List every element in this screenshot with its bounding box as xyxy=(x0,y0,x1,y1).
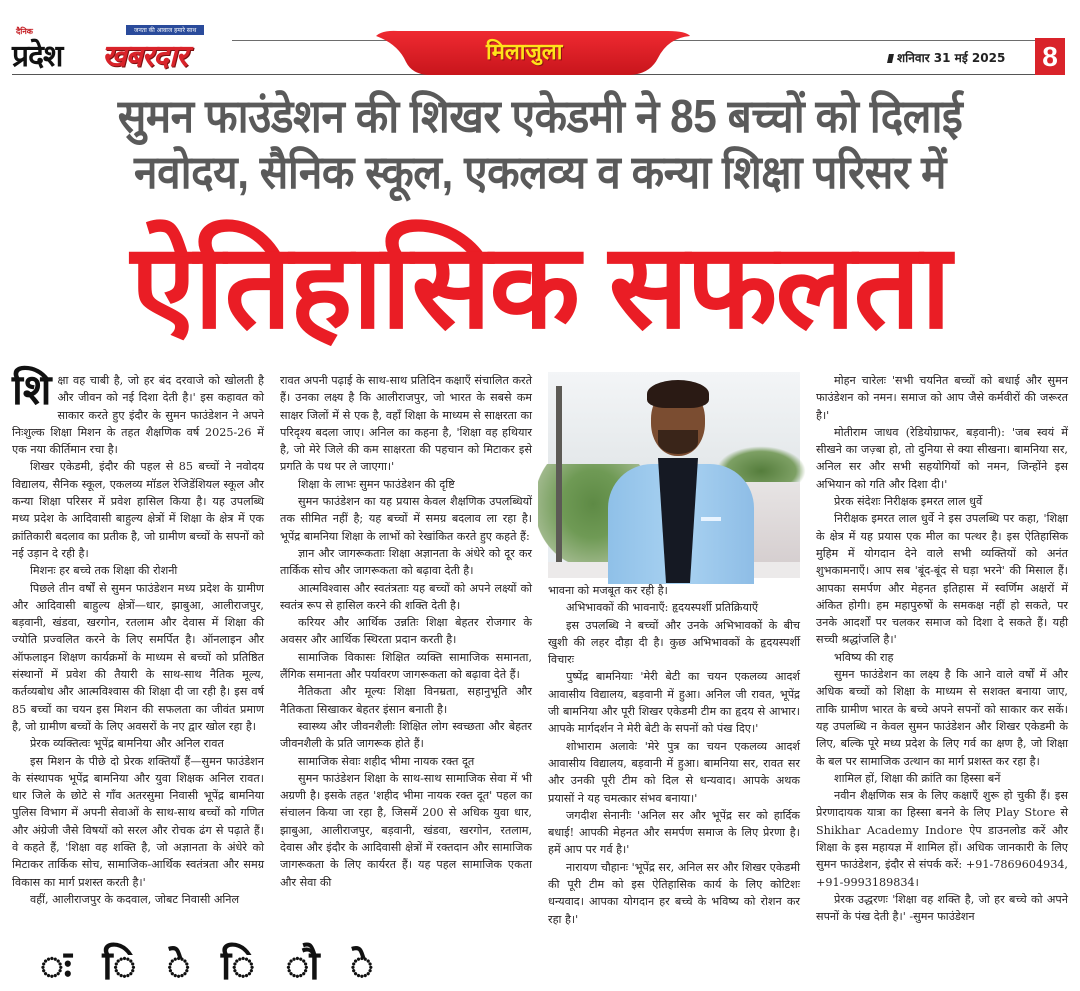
paragraph: मोहन चारेलः 'सभी चयनित बच्चों को बधाई और सुमन फाउंडेशन को नमन। समाज को आप जैसे कर्मवीरों की जरूरत है।' xyxy=(816,374,1068,422)
paragraph: शिखर एकेडमी, इंदौर की पहल से 85 बच्चों ने नवोदय विद्यालय, सैनिक स्कूल, एकलव्य मॉडल रेजिडेंशियल स्कूल और कन्या शिक्षा परिसर में प्रवेश हासिल किया है। यह उपलब्धि मध्य प्रदेश के आदिवासी बाहुल्य क्षेत्रों में शिक्षा के क्षेत्र में एक क्रांतिकारी बदलाव का प्रतीक है, जो ग्रामीण बच्चों के सपनों को नई उड़ान दे रही है। xyxy=(12,460,264,560)
paragraph: सुमन फाउंडेशन का लक्ष्य है कि आने वाले वर्षों में और अधिक बच्चों को शिक्षा के माध्यम से सशक्त बनाया जाए, ताकि ग्रामीण भारत के बच्चे अपने सपनों को साकार कर सकें। यह उपलब्धि न केवल सुमन फाउंडेशन और शिखर एकेडमी के लिए, बल्कि पूरे मध्य प्रदेश के लिए गर्व का क्षण है, जो शिक्षा के बल पर सामाजिक उत्थान का मार्ग प्रशस्त कर रहा है। xyxy=(816,668,1068,768)
paragraph: वहीं, आलीराजपुर के कदवाल, जोबट निवासी अनिल xyxy=(30,892,240,906)
article-column-2 xyxy=(280,372,532,928)
photo-pole xyxy=(556,386,562,566)
subheading: प्रेरक व्यक्तित्वः भूपेंद्र बामनिया और अनिल रावत xyxy=(30,737,224,751)
paragraph: इस मिशन के पीछे दो प्रेरक शक्तियाँ हैं—सुमन फाउंडेशन के संस्थापक भूपेंद्र बामनिया और युवा शिक्षक अनिल रावत। धार जिले के छोटे से गाँव अतरसुमा निवासी भूपेंद्र बामनिया पुलिस विभाग में अपनी सेवाओं के साथ-साथ बच्चों को गणित और अंग्रेजी जैसे विषयों को सरल और रोचक ढंग से पढ़ाते हैं। वे कहते हैं, 'शिक्षा वह शक्ति है, जो अज्ञानता के अंधेरे को मिटाकर तार्किक सोच, सामाजिक-आर्थिक स्वतंत्रता और समग्र विकास का मार्ग प्रशस्त करती है।' xyxy=(12,754,264,889)
paragraph: निरीक्षक इमरत लाल धुर्वे ने इस उपलब्धि पर कहा, 'शिक्षा के क्षेत्र में यह प्रयास एक मील का पत्थर है। इस ऐतिहासिक मुहिम में योगदान देने वाले सभी व्यक्तियों को अनंत शुभकामनाएँ। आप सब 'बूंद-बूंद से घड़ा भरने' की मिसाल हैं। आपका समर्पण और मेहनत इतिहास में स्वर्णिम अक्षरों में अंकित होगी। हम महापुरुषों के समकक्ष नहीं हो सकते, पर उनके आदर्शों पर चलकर समाज को दिशा दे सकते हैं। यही सच्ची श्रद्धांजलि है।' xyxy=(816,512,1068,647)
issue-date-text: शनिवार 31 मई 2025 xyxy=(897,51,1006,65)
paragraph: रावत अपनी पढ़ाई के साथ-साथ प्रतिदिन कक्षाएँ संचालित करते हैं। उनका लक्ष्य है कि आलीराजपुर, जो भारत के सबसे कम साक्षर जिलों में से एक है, वहाँ शिक्षा के माध्यम से साक्षरता का परिदृश्य बदला जाए। अनिल का कहना है, 'शिक्षा वह हथियार है, जो मेरे जिले की कम साक्षरता की पहचान को मिटाकर इसे प्रगति के पथ पर ले जाएगा।' xyxy=(280,374,532,474)
logo-word-khabardar: खबरदार xyxy=(102,39,187,74)
article-column-1 xyxy=(12,365,264,928)
paragraph xyxy=(12,365,264,458)
paragraph: सुमन फाउंडेशन शिक्षा के साथ-साथ सामाजिक सेवा में भी अग्रणी है। इसके तहत 'शहीद भीमा नायक रक्त दूत' पहल का संचालन किया जा रहा है, जिसमें 200 से अधिक युवा धार, झाबुआ, आलीराजपुर, बड़वानी, खंडवा, खरगोन, रतलाम, देवास और इंदौर के आदिवासी क्षेत्रों में रक्तदान और सामाजिक जागरूकता के लिए कार्यरत हैं। यह पहल सामाजिक एकता और सेवा की xyxy=(280,771,532,889)
headline-deck-line-1: सुमन फाउंडेशन की शिखर एकेडमी ने 85 बच्चों को दिलाई xyxy=(117,90,963,142)
drop-cap: शि xyxy=(12,365,52,414)
cutoff-headline-text: ः ि े ि ौ े xyxy=(40,944,394,988)
paragraph: जगदीश सेनानीः 'अनिल सर और भूपेंद्र सर को हार्दिक बधाई! आपकी मेहनत और समर्पण समाज के लिए प्रेरणा है। हमें आप पर गर्व है।' xyxy=(548,808,800,857)
paragraph: ज्ञान और जागरूकताः शिक्षा अज्ञानता के अंधेरे को दूर कर तार्किक सोच और जागरूकता को बढ़ावा देती है। xyxy=(280,546,532,578)
issue-date xyxy=(888,49,1005,66)
paragraph: सुमन फाउंडेशन का यह प्रयास केवल शैक्षणिक उपलब्धियों तक सीमित नहीं है; यह बच्चों में समग्र बदलाव ला रहा है। भूपेंद्र बामनिया शिक्षा के लाभों को रेखांकित करते हुए कहते हैं: xyxy=(280,495,532,543)
section-label: मिलाजुला xyxy=(486,40,563,65)
paragraph: आत्मविश्वास और स्वतंत्रताः यह बच्चों को अपने लक्ष्यों को स्वतंत्र रूप से हासिल करने की शक्ति देती है। xyxy=(280,581,532,612)
subheading: शिक्षा के लाभः सुमन फाउंडेशन की दृष्टि xyxy=(298,477,455,491)
pocket-square xyxy=(701,517,721,521)
subheading: शामिल हों, शिक्षा की क्रांति का हिस्सा बनें xyxy=(834,771,1001,785)
person-beard xyxy=(658,430,698,454)
paragraph: भावना को मजबूत कर रही है। xyxy=(548,584,668,597)
paragraph: नवीन शैक्षणिक सत्र के लिए कक्षाएँ शुरू हो चुकी हैं। इस प्रेरणादायक यात्रा का हिस्सा बनने के लिए Play Store से Shikhar Academy Indore ऐप डाउनलोड करें और शिक्षा के इस महायज्ञ में शामिल हों। अधिक जानकारी के लिए सुमन फाउंडेशन, इंदौर से संपर्क करें: +91-7869604934, +91-9993189834। xyxy=(816,789,1068,889)
subheading: मिशनः हर बच्चे तक शिक्षा की रोशनी xyxy=(30,564,178,578)
next-headline-cutoff xyxy=(0,928,1080,988)
hero-headline: ऐतिहासिक सफलता xyxy=(130,221,950,353)
paragraph: सामाजिक विकासः शिक्षित व्यक्ति सामाजिक समानता, लैंगिक समानता और पर्यावरण जागरूकता को बढ़ावा देते हैं। xyxy=(280,650,532,682)
page-number: 8 xyxy=(1035,38,1065,75)
date-bullet-icon xyxy=(887,54,894,63)
paragraph: इस उपलब्धि ने बच्चों और उनके अभिभावकों के बीच खुशी की लहर दौड़ा दी है। कुछ अभिभावकों के हृदयस्पर्शी विचारः xyxy=(548,618,800,667)
logo-word-pradesh: प्रदेश xyxy=(12,39,63,74)
paragraph: नारायण चौहानः 'भूपेंद्र सर, अनिल सर और शिखर एकेडमी की पूरी टीम को इस ऐतिहासिक कार्य के लिए कोटिशः धन्यवाद। आपका योगदान हर बच्चे के भविष्य को रोशन कर रहा है।' xyxy=(548,860,800,926)
article-body xyxy=(12,365,1068,928)
headline-deck xyxy=(0,88,1080,200)
paragraph: पुष्पेंद्र बामनियाः 'मेरी बेटी का चयन एकलव्य आदर्श आवासीय विद्यालय, बड़वानी में हुआ। अनिल जी रावत, भूपेंद्र जी बामनिया और पूरी शिखर एकेडमी टीम का हृदय से आभार। आपके मार्गदर्शन ने मेरी बेटी के सपनों को पंख दिए।' xyxy=(548,670,800,736)
paragraph-text: क्षा वह चाबी है, जो हर बंद दरवाजे को खोलती है और जीवन को नई दिशा देती है।' इस कहावत को साकार करते हुए इंदौर के सुमन फाउंडेशन ने अपने निःशुल्क शिक्षा मिशन के तहत शैक्षणिक वर्ष 2025-26 में एक नया कीर्तिमान रचा है। xyxy=(12,374,264,457)
headline-deck-line-2: नवोदय, सैनिक स्कूल, एकलव्य व कन्या शिक्षा परिसर में xyxy=(134,146,946,198)
paragraph: पिछले तीन वर्षों से सुमन फाउंडेशन मध्य प्रदेश के ग्रामीण और आदिवासी बाहुल्य क्षेत्रों—धार, झाबुआ, आलीराजपुर, बड़वानी, खंडवा, खरगोन, रतलाम और देवास में शिक्षा की ज्योति प्रज्वलित करने के लिए समर्पित है। ऑनलाइन और ऑफलाइन शिक्षण कार्यक्रमों के माध्यम से बच्चों को प्रतिष्ठित संस्थानों में प्रवेश की तैयारी के साथ-साथ नैतिक मूल्य, कर्तव्यबोध और आत्मविश्वास की शिक्षा दी जा रही है। इस वर्ष 85 बच्चों का चयन इस मिशन की सफलता का जीवंत प्रमाण है, जो ग्रामीण बच्चों के लिए अवसरों के नए द्वार खोल रहा है। xyxy=(12,581,264,733)
paragraph: शोभाराम अलावेः 'मेरे पुत्र का चयन एकलव्य आदर्श आवासीय विद्यालय, बड़वानी में हुआ। बामनिया सर, रावत सर और उनकी पूरी टीम को दिल से धन्यवाद। आपके अथक प्रयासों ने यह चमत्कार संभव बनाया।' xyxy=(548,739,800,805)
subheading: सामाजिक सेवाः शहीद भीमा नायक रक्त दूत xyxy=(298,754,475,768)
subheading: प्रेरक संदेशः निरीक्षक इमरत लाल धुर्वे xyxy=(834,495,983,509)
paragraph: स्वास्थ्य और जीवनशैलीः शिक्षित लोग स्वच्छता और बेहतर जीवनशैली के प्रति जागरूक होते हैं। xyxy=(280,719,532,751)
paragraph: प्रेरक उद्धरणः 'शिक्षा वह शक्ति है, जो हर बच्चे को अपने सपनों के पंख देती है।' -सुमन फाउंडेशन xyxy=(816,892,1068,924)
person-hair xyxy=(647,380,709,408)
logo-tagline: जनता की आवाज हमारे साथ xyxy=(126,25,204,35)
article-column-3 xyxy=(548,372,800,928)
paragraph: करियर और आर्थिक उन्नतिः शिक्षा बेहतर रोजगार के अवसर और आर्थिक स्थिरता प्रदान करती है। xyxy=(280,616,532,647)
portrait-photo xyxy=(548,372,800,578)
subheading: अभिभावकों की भावनाएँ: हृदयस्पर्शी प्रतिक्रियाएँ xyxy=(566,601,759,615)
article-column-4 xyxy=(816,372,1068,928)
paragraph: मोतीराम जाधव (रेडियोग्राफर, बड़वानी): 'जब स्वयं में सीखने का जज़्बा हो, तो दुनिया से क्या सीखना। बामनिया सर, अनिल सर और सभी सहयोगियों को नमन, जिन्होंने इस अभियान को गति और दिशा दी।' xyxy=(816,425,1068,491)
section-ribbon xyxy=(368,28,698,76)
masthead xyxy=(0,0,1080,78)
logo-prefix: दैनिक xyxy=(16,27,33,36)
subheading: भविष्य की राह xyxy=(834,650,894,664)
paragraph: नैतिकता और मूल्यः शिक्षा विनम्रता, सहानुभूति और नैतिकता सिखाकर बेहतर इंसान बनाती है। xyxy=(280,685,532,716)
